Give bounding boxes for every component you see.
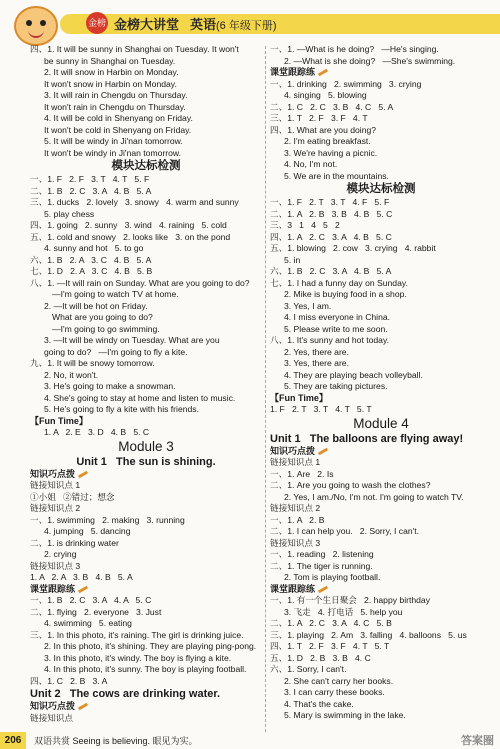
section-tag: 【Fun Time】 [270, 392, 328, 403]
unit-title: Unit 2 The cows are drinking water. [30, 688, 221, 700]
answer-line: 二、1. is drinking water [30, 537, 119, 548]
answer-line: 3. We're having a picnic. [284, 147, 378, 158]
section-title: 模块达标检测 [111, 160, 181, 172]
answer-line: 二、1. I can help you. 2. Sorry, I can't. [270, 526, 420, 536]
pencil-icon [318, 585, 328, 593]
answer-line: It won't snow in Harbin on Monday. [44, 78, 177, 89]
answer-line: 一、1. Are 2. Is [270, 468, 334, 479]
answer-line: be sunny in Shanghai on Tuesday. [44, 55, 176, 66]
answer-line: 五、1. D 2. B 3. B 4. C [270, 652, 371, 663]
answer-line: 2. No, it won't. [44, 369, 99, 380]
answer-line: 5. Mary is swimming in the lake. [284, 710, 406, 720]
answer-line: 一、1. A 2. B [270, 514, 325, 525]
page-footer [0, 732, 500, 749]
answer-line: 一、1. —What is he doing? —He's singing. [270, 44, 439, 54]
answer-line: 一、1. drinking 2. swimming 3. crying [270, 78, 422, 89]
answer-line: 4. I miss everyone in China. [284, 312, 391, 322]
section-tag: 课堂跟踪练 [30, 583, 76, 594]
section-title: 模块达标检测 [346, 183, 416, 195]
answer-line: 链接知识点 2 [270, 503, 321, 513]
answer-line: 二、1. Are you going to wash the clothes? [270, 480, 431, 490]
answer-line: 六、1. Sorry, I can't. [270, 664, 347, 674]
answer-line: 链接知识点 3 [270, 537, 321, 548]
watermark: 答案圈 [461, 735, 494, 747]
module-title: Module 4 [353, 415, 409, 431]
answer-line: 4. They are playing beach volleyball. [284, 369, 423, 380]
answer-line: 2. In this photo, it's shining. They are playing ping-pong. [44, 641, 257, 651]
answer-line: 链接知识点 1 [270, 457, 321, 467]
answer-line: 4. No, I'm not. [284, 159, 338, 169]
section-tag: 课堂跟踪练 [270, 67, 316, 77]
section-tag: 知识巧点拨 [30, 468, 76, 479]
pencil-icon [318, 69, 328, 77]
answer-line: 4. swimming 5. eating [44, 618, 132, 628]
column-divider [265, 46, 266, 732]
brand-badge: 金榜 [86, 12, 108, 34]
answer-line: It won't be cold in Shenyang on Friday. [44, 124, 192, 135]
answer-line: 2. —It will be hot on Friday. [44, 300, 148, 311]
section-tag: 【Fun Time】 [30, 415, 88, 426]
answer-line: 链接知识点 [30, 712, 73, 723]
section-tag: 知识巧点拨 [270, 445, 316, 456]
answer-line: 五、1. cold and snowy 2. looks like 3. on the pond [30, 231, 231, 242]
answer-line: 三、1. In this photo, it's raining. The girl is drinking juice. [30, 629, 244, 640]
answer-line: 七、1. D 2. A 3. C 4. B 5. B [30, 266, 153, 276]
answer-line: 4. singing 5. blowing [284, 90, 367, 100]
section-tag: 知识巧点拨 [30, 701, 76, 711]
answer-line: 四、1. It will be sunny in Shanghai on Tuesday. It won't [30, 44, 239, 54]
answer-line: 3. Yes, I am. [284, 300, 332, 311]
answer-line: 4. jumping 5. dancing [44, 526, 131, 536]
pencil-icon [78, 585, 88, 593]
subject-title: 英语(6 年级下册) [190, 17, 277, 32]
answer-line: 三、1. playing 2. Am 3. falling 4. balloons 5. us [270, 629, 467, 640]
answer-line: 五、1. blowing 2. cow 3. crying 4. rabbit [270, 243, 436, 253]
answer-line: 5. We are in the mountains. [284, 170, 389, 181]
answer-line: 2. Yes, I am./No, I'm not. I'm going to watch TV. [284, 491, 464, 502]
answer-line: 四、1. What are you doing? [270, 124, 377, 135]
answer-line: 七、1. I had a funny day on Sunday. [270, 277, 408, 288]
page-number: 206 [0, 732, 26, 749]
answer-line: 链接知识点 1 [30, 480, 81, 490]
answer-line: 3. It will rain in Chengdu on Thursday. [44, 90, 188, 100]
answer-line: 5. It will be windy in Ji'nan tomorrow. [44, 136, 183, 146]
answer-line: going to do? —I'm going to fly a kite. [44, 346, 188, 357]
mascot-icon [14, 6, 58, 46]
answer-line: 四、1. T 2. F 3. F 4. T 5. T [270, 641, 390, 651]
answer-line: 四、1. C 2. B 3. A [30, 675, 108, 686]
answer-line: 3. In this photo, it's windy. The boy is flying a kite. [44, 652, 232, 663]
answer-line: 5. in [284, 254, 301, 265]
section-tag: 课堂跟踪练 [270, 583, 316, 594]
answer-line: 六、1. B 2. A 3. C 4. B 5. A [30, 254, 152, 265]
answer-line: 四、1. A 2. C 3. A 4. B 5. C [270, 231, 392, 242]
answer-line: 3. —It will be windy on Tuesday. What are you [44, 335, 220, 345]
right-column [270, 44, 492, 722]
answer-line: 4. sunny and hot 5. to go [44, 243, 144, 253]
answer-line: 2. Yes, there are. [284, 346, 349, 357]
left-column [30, 44, 262, 724]
answer-line: 5. They are taking pictures. [284, 381, 388, 391]
answer-line: 链接知识点 2 [30, 503, 81, 513]
answer-line: 二、1. A 2. B 3. B 4. B 5. C [270, 208, 393, 219]
answer-line: 2. It will snow in Harbin on Monday. [44, 67, 179, 77]
answer-line: 九、1. It will be snowy tomorrow. [30, 358, 155, 368]
answer-line: 八、1. —It will rain on Sunday. What are you going to do? [30, 277, 250, 288]
answer-line: 3. I can carry these books. [284, 687, 385, 697]
answer-line: 4. It will be cold in Shenyang on Friday. [44, 113, 193, 123]
answer-line: 二、1. The tiger is running. [270, 560, 373, 571]
answer-line: 2. I'm eating breakfast. [284, 136, 371, 146]
footer-motto: 双语共赏 Seeing is believing. 眼见为实。 [34, 736, 198, 746]
answer-line: 一、1. reading 2. listening [270, 549, 374, 559]
answer-line: 2. crying [44, 549, 77, 559]
answer-line: It won't rain in Chengdu on Thursday. [44, 101, 186, 112]
answer-line: 2. She can't carry her books. [284, 675, 394, 686]
answer-line: 3. Yes, there are. [284, 358, 349, 368]
answer-line: 2. Mike is buying food in a shop. [284, 289, 407, 299]
answer-line: 4. She's going to stay at home and listen to music. [44, 392, 236, 403]
answer-line: 一、1. F 2. T 3. T 4. F 5. F [270, 197, 390, 207]
module-title: Module 3 [118, 438, 174, 454]
answer-line: 2. Tom is playing football. [284, 572, 381, 582]
answer-line: 二、1. A 2. C 3. A 4. C 5. B [270, 618, 392, 628]
answer-line: 2. —What is she doing? —She's swimming. [284, 55, 456, 66]
answer-line: 一、1. 有一个生日聚会 2. happy birthday [270, 595, 430, 605]
answer-line: —I'm going to go swimming. [52, 323, 160, 334]
answer-line: 5. He's going to fly a kite with his friends. [44, 404, 199, 414]
answer-line: What are you going to do? [52, 312, 153, 322]
answer-line: 3. He's going to make a snowman. [44, 381, 176, 391]
answer-line: 六、1. B 2. C 3. A 4. B 5. A [270, 266, 392, 276]
unit-title: Unit 1 The sun is shining. [76, 455, 216, 468]
answer-line: 三、1. ducks 2. lovely 3. snowy 4. warm and sunny [30, 197, 239, 207]
answer-line: 4. That's the cake. [284, 698, 354, 709]
answer-line: 八、1. It's sunny and hot today. [270, 335, 389, 345]
answer-line: 二、1. C 2. C 3. B 4. C 5. A [270, 101, 394, 112]
answer-line: 3. 飞走 4. 打电话 5. help you [284, 606, 403, 617]
pencil-icon [318, 447, 328, 455]
answer-line: 5. Please write to me soon. [284, 323, 388, 334]
answer-line: It won't be windy in Ji'nan tomorrow. [44, 147, 182, 158]
answer-line: 1. F 2. T 3. T 4. T 5. T [270, 404, 372, 414]
answer-line: 二、1. flying 2. everyone 3. Just [30, 606, 162, 617]
answer-line: 链接知识点 3 [30, 560, 81, 571]
answer-line: —I'm going to watch TV at home. [52, 289, 179, 299]
series-title: 金榜大讲堂 [114, 17, 180, 32]
answer-line: 一、1. swimming 2. making 3. running [30, 514, 185, 525]
answer-line: ①小姐 ②错过；想念 [30, 491, 115, 502]
answer-line: 四、1. going 2. sunny 3. wind 4. raining 5. cold [30, 220, 227, 230]
answer-line: 1. A 2. E 3. D 4. B 5. C [44, 427, 150, 437]
answer-line: 4. In this photo, it's sunny. The boy is playing football. [44, 664, 247, 674]
answer-line: 二、1. B 2. C 3. A 4. B 5. A [30, 185, 152, 196]
answer-line: 一、1. B 2. C 3. A 4. A 5. C [30, 595, 152, 605]
page-header [0, 0, 500, 44]
pencil-icon [78, 703, 88, 711]
answer-line: 5. play chess [44, 208, 95, 219]
answer-line: 三、3 1 4 5 2 [270, 220, 340, 230]
answer-line: 1. A 2. A 3. B 4. B 5. A [30, 572, 133, 582]
answer-line: 一、1. F 2. F 3. T 4. T 5. F [30, 174, 150, 184]
unit-title: Unit 1 The balloons are flying away! [270, 432, 464, 445]
pencil-icon [78, 470, 88, 478]
answer-line: 三、1. T 2. F 3. F 4. T [270, 113, 368, 123]
